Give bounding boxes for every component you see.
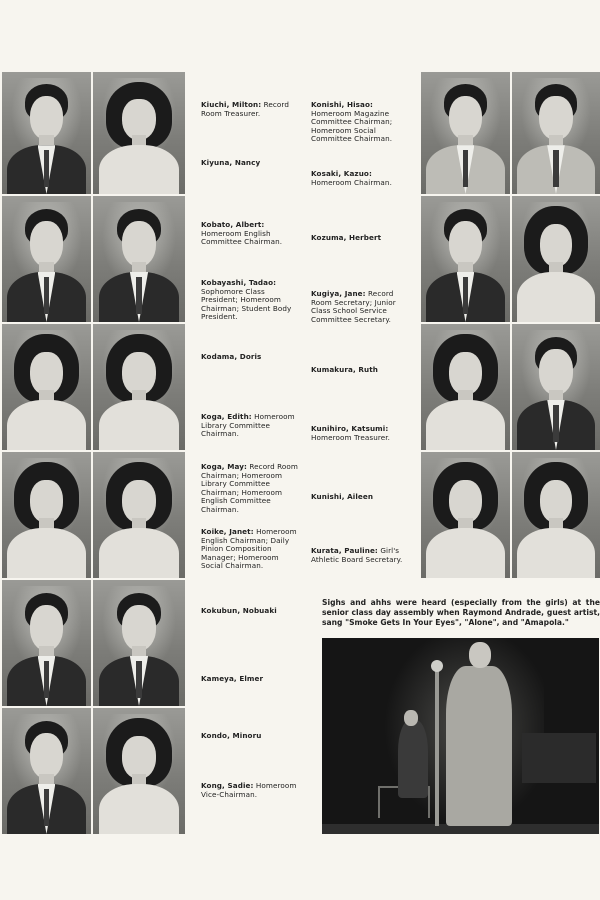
student-activities: Homeroom Chairman.: [311, 177, 392, 187]
portrait-photo: [93, 708, 185, 834]
student-caption: [311, 234, 410, 243]
portrait-photo: [93, 580, 185, 706]
student-activities: Homeroom English Committee Chairman.: [201, 228, 283, 247]
portrait-photo: [93, 196, 185, 322]
student-activities: Record Room Treasurer.: [201, 100, 289, 118]
student-activities: Record Room Secretary; Junior Class School Service Committee Secretary.: [311, 289, 396, 324]
student-caption: [201, 528, 300, 571]
student-name: Kunishi, Aileen: [311, 492, 374, 501]
portrait-photo: [512, 452, 600, 578]
portrait-photo: [421, 452, 510, 578]
portrait-photo: [512, 324, 600, 450]
student-name: Koga, May:: [201, 462, 247, 471]
student-activities: Record Room Chairman; Homeroom Library Committee Chairman; Homeroom English Committee Chairman.: [201, 462, 299, 514]
student-name: Kondo, Minoru: [201, 731, 262, 740]
student-caption: [201, 353, 300, 362]
student-name: Kokubun, Nobuaki: [201, 606, 277, 615]
student-name: Koga, Edith:: [201, 412, 252, 421]
assembly-stage-photo: [322, 638, 599, 834]
portrait-photo: [2, 72, 91, 194]
student-name: Kozuma, Herbert: [311, 233, 382, 242]
student-caption: [201, 782, 300, 799]
portrait-photo: [2, 324, 91, 450]
student-activities: Homeroom Library Committee Chairman.: [201, 412, 295, 439]
student-name: Kiuchi, Milton:: [201, 100, 262, 109]
student-name: Kong, Sadie:: [201, 781, 254, 790]
student-caption: [311, 290, 410, 324]
student-activities: Homeroom Magazine Committee Chairman; Homeroom Social Committee Chairman.: [311, 108, 393, 144]
portrait-photo: [421, 324, 510, 450]
student-caption: [201, 221, 300, 247]
portrait-photo: [2, 708, 91, 834]
student-caption: [311, 425, 410, 442]
student-caption: [201, 413, 300, 439]
student-caption: [311, 366, 410, 375]
student-name: Konishi, Hisao:: [311, 100, 373, 109]
student-caption: [201, 279, 300, 322]
portrait-photo: [93, 324, 185, 450]
portrait-photo: [512, 72, 600, 194]
student-name: Kurata, Pauline:: [311, 546, 378, 555]
student-caption: [201, 159, 300, 168]
student-caption: [311, 170, 410, 187]
student-caption: [201, 463, 300, 515]
portrait-photo: [93, 452, 185, 578]
student-caption: [201, 607, 300, 616]
student-name: Koike, Janet:: [201, 527, 254, 536]
student-caption: [311, 547, 410, 564]
student-name: Kumakura, Ruth: [311, 365, 379, 374]
portrait-photo: [2, 196, 91, 322]
student-activities: Sophomore Class President; Homeroom Chairman; Student Body President.: [201, 286, 292, 322]
portrait-photo: [421, 196, 510, 322]
portrait-photo: [2, 452, 91, 578]
portrait-photo: [2, 580, 91, 706]
student-activities: Homeroom Treasurer.: [311, 432, 391, 442]
student-caption: [311, 493, 410, 502]
student-caption: [311, 101, 410, 144]
assembly-story-text: Sighs and ahhs were heard (especially from the girls) at the senior class day assembly when Raymond Andrade, guest artist, sang "Smoke Gets In Your Eyes", "Alone", and "Amapola.": [322, 598, 600, 627]
student-caption: [201, 675, 300, 684]
student-activities: Girl's Athletic Board Secretary.: [311, 546, 403, 564]
student-name: Kosaki, Kazuo:: [311, 169, 372, 178]
portrait-photo: [93, 72, 185, 194]
student-name: Kunihiro, Katsumi:: [311, 424, 389, 433]
student-name: Kobato, Albert:: [201, 220, 265, 229]
student-name: Kameya, Elmer: [201, 674, 264, 683]
student-caption: [201, 732, 300, 741]
portrait-photo: [421, 72, 510, 194]
student-name: Kugiya, Jane:: [311, 289, 366, 298]
student-activities: Homeroom Vice-Chairman.: [201, 781, 297, 799]
student-caption: [201, 101, 300, 118]
portrait-photo: [512, 196, 600, 322]
student-name: Kobayashi, Tadao:: [201, 278, 277, 287]
student-name: Kodama, Doris: [201, 352, 262, 361]
student-name: Kiyuna, Nancy: [201, 158, 261, 167]
student-activities: Homeroom English Chairman; Daily Pinion Composition Manager; Homeroom Social Chairman.: [201, 527, 297, 571]
